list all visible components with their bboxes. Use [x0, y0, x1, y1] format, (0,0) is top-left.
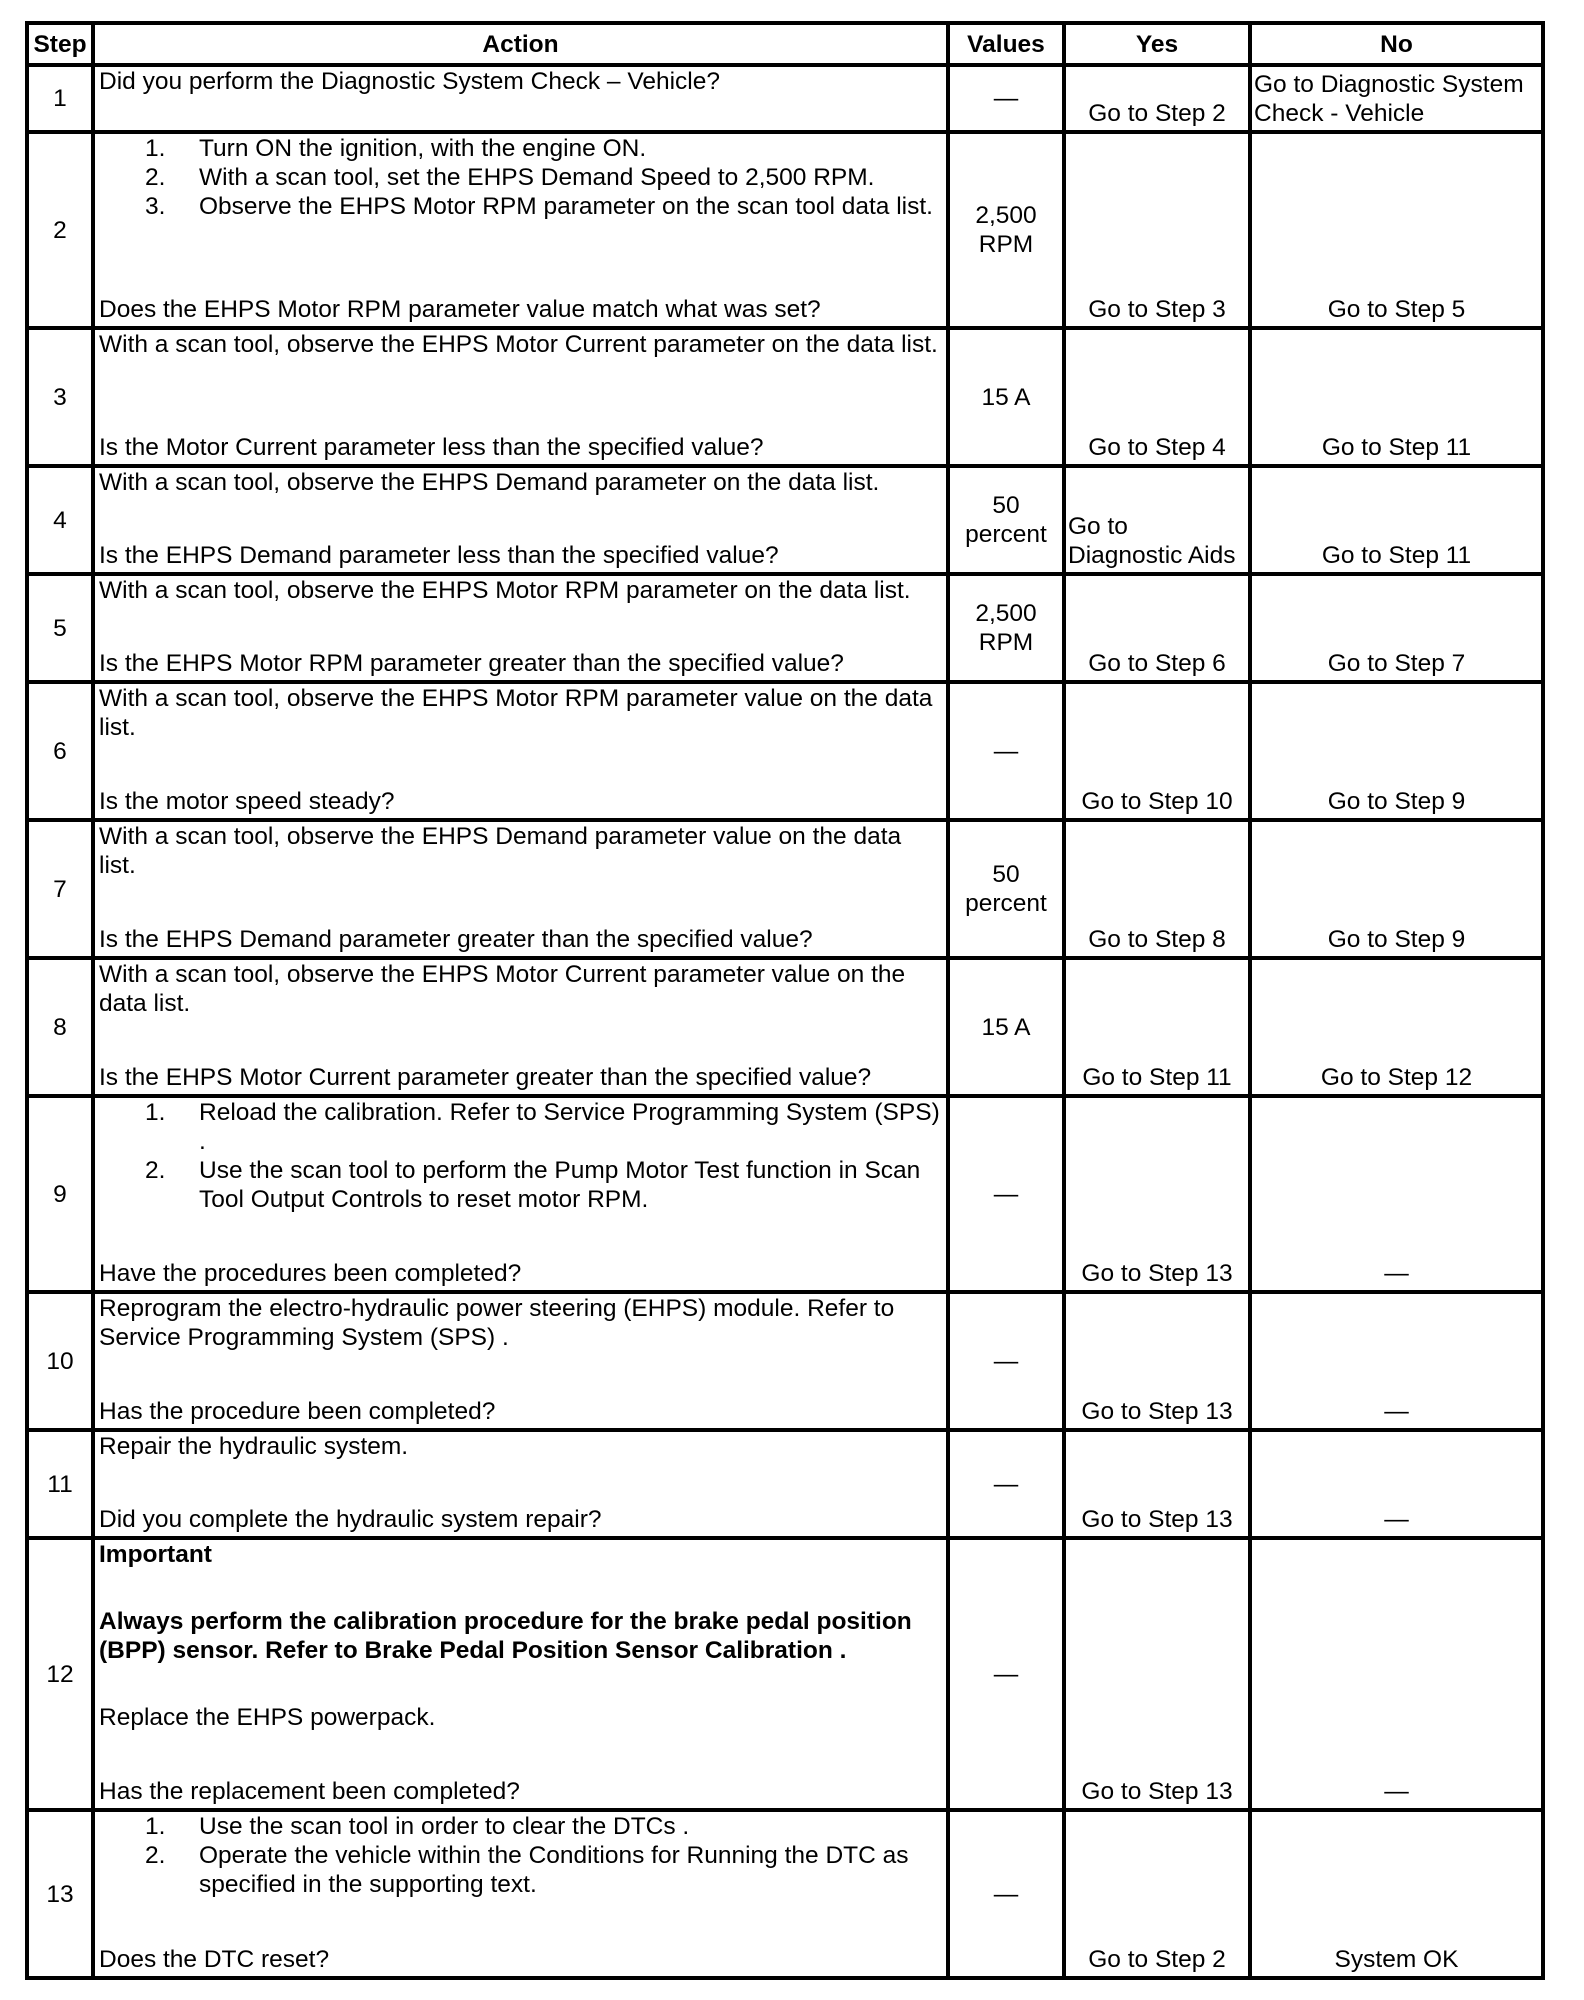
step-number: 10: [27, 1292, 93, 1430]
yes-cell: Go to Step 13: [1064, 1430, 1250, 1538]
values-cell: 2,500 RPM: [948, 132, 1064, 328]
action-question: Is the motor speed steady?: [99, 788, 395, 815]
no-cell: Go to Step 9: [1250, 820, 1543, 958]
action-question: Has the procedure been completed?: [99, 1398, 496, 1425]
step-number: 7: [27, 820, 93, 958]
yes-cell: Go to Step 6: [1064, 574, 1250, 682]
yes-cell: Go to Step 11: [1064, 958, 1250, 1096]
diagnostic-table-container: [25, 21, 1545, 1980]
values-cell: —: [948, 682, 1064, 820]
table-row: [27, 328, 1543, 466]
list-item: 2. Use the scan tool to perform the Pump Motor Test function in Scan Tool Output Controls to reset motor RPM.: [145, 1157, 921, 1213]
action-question: Has the replacement been completed?: [99, 1778, 520, 1805]
list-item: 1. Use the scan tool in order to clear the DTCs .: [145, 1813, 690, 1840]
list-item: 3. Observe the EHPS Motor RPM parameter on the scan tool data list.: [145, 193, 933, 220]
no-cell: Go to Step 5: [1250, 132, 1543, 328]
values-cell: —: [948, 65, 1064, 132]
action-cell: [93, 682, 948, 820]
table-row: [27, 574, 1543, 682]
action-text: With a scan tool, observe the EHPS Motor Current parameter value on the data list.: [99, 961, 906, 1017]
important-text: Always perform the calibration procedure for the brake pedal position (BPP) sensor. Refer to Brake Pedal Position Sensor Calibration .: [99, 1608, 912, 1664]
step-number: 8: [27, 958, 93, 1096]
step-number: 4: [27, 466, 93, 574]
header-step: Step: [27, 23, 93, 65]
action-question: Is the EHPS Motor RPM parameter greater than the specified value?: [99, 650, 844, 677]
action-cell: [93, 958, 948, 1096]
values-cell: —: [948, 1810, 1064, 1978]
action-cell: [93, 466, 948, 574]
action-cell: [93, 132, 948, 328]
step-number: 6: [27, 682, 93, 820]
table-row: [27, 65, 1543, 132]
action-text: Reprogram the electro-hydraulic power steering (EHPS) module. Refer to Service Programming System (SPS) .: [99, 1295, 895, 1351]
action-question: Have the procedures been completed?: [99, 1260, 522, 1287]
step-number: 11: [27, 1430, 93, 1538]
yes-cell: Go to Step 13: [1064, 1538, 1250, 1810]
action-question: Is the EHPS Demand parameter less than the specified value?: [99, 542, 779, 569]
action-cell: [93, 1292, 948, 1430]
values-cell: 2,500 RPM: [948, 574, 1064, 682]
action-text: Repair the hydraulic system.: [99, 1433, 409, 1460]
yes-cell: Go to Step 13: [1064, 1292, 1250, 1430]
action-question: Does the EHPS Motor RPM parameter value match what was set?: [99, 296, 821, 323]
header-values: Values: [948, 23, 1064, 65]
list-item: 1. Reload the calibration. Refer to Service Programming System (SPS) .: [145, 1099, 940, 1155]
list-item: 2. With a scan tool, set the EHPS Demand Speed to 2,500 RPM.: [145, 164, 875, 191]
no-cell: —: [1250, 1096, 1543, 1292]
action-text: With a scan tool, observe the EHPS Motor RPM parameter value on the data list.: [99, 685, 933, 741]
header-yes: Yes: [1064, 23, 1250, 65]
list-item: 2. Operate the vehicle within the Conditions for Running the DTC as specified in the supporting text.: [145, 1842, 909, 1898]
action-text: Replace the EHPS powerpack.: [99, 1704, 436, 1731]
yes-cell: Go to Step 10: [1064, 682, 1250, 820]
no-cell: Go to Step 9: [1250, 682, 1543, 820]
step-number: 2: [27, 132, 93, 328]
step-number: 9: [27, 1096, 93, 1292]
table-row: [27, 820, 1543, 958]
table-row: [27, 1096, 1543, 1292]
action-text: With a scan tool, observe the EHPS Demand parameter value on the data list.: [99, 823, 902, 879]
action-question: Is the Motor Current parameter less than the specified value?: [99, 434, 764, 461]
action-text: With a scan tool, observe the EHPS Motor Current parameter on the data list.: [99, 331, 938, 358]
action-question: Did you perform the Diagnostic System Check – Vehicle?: [99, 68, 720, 95]
values-cell: —: [948, 1096, 1064, 1292]
values-cell: —: [948, 1538, 1064, 1810]
yes-cell: Go to Step 2: [1064, 1810, 1250, 1978]
yes-cell: Go to Step 8: [1064, 820, 1250, 958]
action-cell: [93, 820, 948, 958]
yes-cell: Go to Step 3: [1064, 132, 1250, 328]
important-title: Important: [99, 1541, 212, 1568]
action-list: [99, 134, 942, 221]
action-question: Is the EHPS Demand parameter greater than the specified value?: [99, 926, 813, 953]
values-cell: 50 percent: [948, 466, 1064, 574]
table-row: [27, 1430, 1543, 1538]
table-row: [27, 958, 1543, 1096]
action-question: Does the DTC reset?: [99, 1946, 330, 1973]
yes-cell: Go to Step 4: [1064, 328, 1250, 466]
table-row: [27, 682, 1543, 820]
table-row: [27, 1538, 1543, 1810]
action-cell: [93, 574, 948, 682]
no-cell: Go to Diagnostic System Check - Vehicle: [1250, 65, 1543, 132]
yes-cell: Go to Step 13: [1064, 1096, 1250, 1292]
yes-cell: Go to Diagnostic Aids: [1064, 466, 1250, 574]
values-cell: 15 A: [948, 328, 1064, 466]
action-question: Did you complete the hydraulic system repair?: [99, 1506, 602, 1533]
action-cell: [93, 1096, 948, 1292]
action-cell: [93, 1430, 948, 1538]
diagnostic-table: [25, 21, 1545, 1980]
no-cell: —: [1250, 1538, 1543, 1810]
no-cell: —: [1250, 1292, 1543, 1430]
no-cell: Go to Step 7: [1250, 574, 1543, 682]
header-no: No: [1250, 23, 1543, 65]
no-cell: Go to Step 11: [1250, 466, 1543, 574]
no-cell: System OK: [1250, 1810, 1543, 1978]
values-cell: 50 percent: [948, 820, 1064, 958]
step-number: 1: [27, 65, 93, 132]
step-number: 3: [27, 328, 93, 466]
no-cell: Go to Step 12: [1250, 958, 1543, 1096]
no-cell: —: [1250, 1430, 1543, 1538]
action-cell: [93, 1538, 948, 1810]
action-question: Is the EHPS Motor Current parameter greater than the specified value?: [99, 1064, 872, 1091]
action-cell: [93, 1810, 948, 1978]
table-row: [27, 1810, 1543, 1978]
header-row: [27, 23, 1543, 65]
action-cell: [93, 65, 948, 132]
step-number: 13: [27, 1810, 93, 1978]
action-list: [99, 1812, 942, 1899]
values-cell: 15 A: [948, 958, 1064, 1096]
table-row: [27, 1292, 1543, 1430]
action-text: With a scan tool, observe the EHPS Motor RPM parameter on the data list.: [99, 577, 911, 604]
no-cell: Go to Step 11: [1250, 328, 1543, 466]
yes-cell: Go to Step 2: [1064, 65, 1250, 132]
step-number: 5: [27, 574, 93, 682]
header-action: Action: [93, 23, 948, 65]
table-row: [27, 132, 1543, 328]
step-number: 12: [27, 1538, 93, 1810]
table-row: [27, 466, 1543, 574]
action-cell: [93, 328, 948, 466]
action-text: With a scan tool, observe the EHPS Demand parameter on the data list.: [99, 469, 880, 496]
values-cell: —: [948, 1292, 1064, 1430]
list-item: 1. Turn ON the ignition, with the engine ON.: [145, 135, 647, 162]
values-cell: —: [948, 1430, 1064, 1538]
action-list: [99, 1098, 942, 1214]
